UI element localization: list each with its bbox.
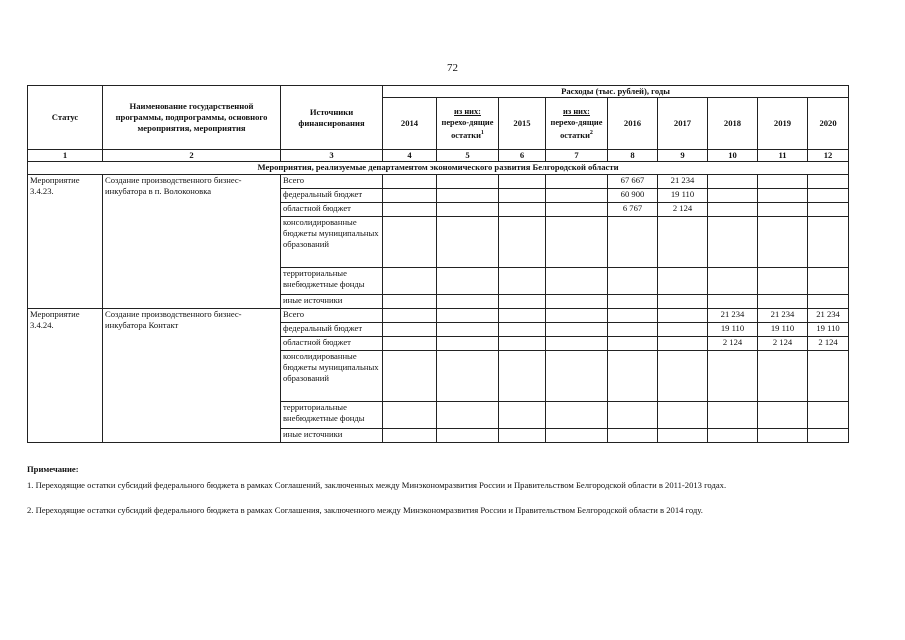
value-cell — [546, 429, 608, 443]
carryover-label-2: перехо-дящие остатки — [550, 118, 603, 140]
value-cell — [808, 268, 849, 295]
status-cell: Мероприятие 3.4.24. — [28, 309, 103, 443]
value-cell: 21 234 — [808, 309, 849, 323]
value-cell — [383, 402, 437, 429]
value-cell — [499, 175, 546, 189]
budget-table — [27, 85, 849, 443]
value-cell — [808, 295, 849, 309]
value-cell — [499, 351, 546, 402]
footnote-ref-1: 1 — [480, 130, 484, 137]
value-cell — [546, 309, 608, 323]
value-cell — [546, 323, 608, 337]
value-cell — [758, 402, 808, 429]
value-cell — [383, 268, 437, 295]
header-2020: 2020 — [808, 98, 849, 150]
section-row — [28, 162, 849, 175]
value-cell: 19 110 — [708, 323, 758, 337]
value-cell — [437, 351, 499, 402]
source-cell: Всего — [281, 309, 383, 323]
value-cell — [708, 217, 758, 268]
value-cell — [437, 309, 499, 323]
value-cell — [708, 203, 758, 217]
value-cell — [608, 323, 658, 337]
value-cell — [546, 337, 608, 351]
table-row — [28, 309, 849, 323]
value-cell: 19 110 — [758, 323, 808, 337]
value-cell — [437, 203, 499, 217]
notes-title: Примечание: — [27, 464, 79, 474]
column-number: 9 — [658, 150, 708, 162]
value-cell — [383, 295, 437, 309]
value-cell: 2 124 — [658, 203, 708, 217]
source-cell: иные источники — [281, 295, 383, 309]
value-cell: 67 667 — [608, 175, 658, 189]
header-sources: Источники финансирования — [281, 86, 383, 150]
header-carryover-2014 — [437, 98, 499, 150]
value-cell — [758, 189, 808, 203]
page-number: 72 — [447, 62, 458, 74]
value-cell — [608, 217, 658, 268]
value-cell — [658, 351, 708, 402]
value-cell — [658, 337, 708, 351]
value-cell — [437, 268, 499, 295]
header-expenses-group: Расходы (тыс. рублей), годы — [383, 86, 849, 98]
value-cell — [437, 402, 499, 429]
value-cell — [608, 402, 658, 429]
value-cell — [658, 429, 708, 443]
value-cell — [808, 429, 849, 443]
value-cell — [658, 323, 708, 337]
value-cell — [499, 217, 546, 268]
value-cell — [708, 429, 758, 443]
value-cell — [658, 217, 708, 268]
value-cell — [383, 351, 437, 402]
value-cell — [708, 295, 758, 309]
value-cell — [758, 429, 808, 443]
value-cell — [383, 175, 437, 189]
column-number: 7 — [546, 150, 608, 162]
value-cell — [708, 175, 758, 189]
value-cell — [546, 268, 608, 295]
table-row — [28, 175, 849, 189]
header-2017: 2017 — [658, 98, 708, 150]
value-cell — [758, 217, 808, 268]
header-2014: 2014 — [383, 98, 437, 150]
header-status: Статус — [28, 86, 103, 150]
value-cell — [546, 351, 608, 402]
header-2019: 2019 — [758, 98, 808, 150]
value-cell — [758, 351, 808, 402]
note-2: 2. Переходящие остатки субсидий федерального бюджета в рамках Соглашения, заключенного между Минэкономразвития России и Правительством Белгородской области в 2014 году. — [27, 505, 703, 515]
source-cell: консолидированные бюджеты муниципальных образований — [281, 217, 383, 268]
value-cell — [437, 189, 499, 203]
value-cell — [808, 203, 849, 217]
value-cell — [499, 429, 546, 443]
value-cell — [383, 429, 437, 443]
value-cell — [758, 175, 808, 189]
value-cell — [658, 295, 708, 309]
value-cell: 60 900 — [608, 189, 658, 203]
value-cell: 2 124 — [708, 337, 758, 351]
column-number: 3 — [281, 150, 383, 162]
value-cell — [499, 323, 546, 337]
value-cell: 6 767 — [608, 203, 658, 217]
value-cell — [546, 203, 608, 217]
value-cell — [437, 337, 499, 351]
column-number: 10 — [708, 150, 758, 162]
value-cell — [608, 295, 658, 309]
column-number: 4 — [383, 150, 437, 162]
value-cell — [437, 429, 499, 443]
header-2015: 2015 — [499, 98, 546, 150]
value-cell — [658, 309, 708, 323]
note-1: 1. Переходящие остатки субсидий федерального бюджета в рамках Соглашений, заключенных между Минэкономразвития России и Правительством Белгородской области в 2011-2013 годах. — [27, 480, 727, 490]
header-name: Наименование государственной программы, подпрограммы, основного мероприятия, мероприятия — [103, 86, 281, 150]
value-cell — [499, 295, 546, 309]
value-cell: 19 110 — [808, 323, 849, 337]
source-cell: федеральный бюджет — [281, 189, 383, 203]
value-cell — [383, 189, 437, 203]
header-2018: 2018 — [708, 98, 758, 150]
column-number: 5 — [437, 150, 499, 162]
value-cell — [546, 402, 608, 429]
value-cell — [808, 189, 849, 203]
value-cell — [758, 268, 808, 295]
value-cell — [546, 217, 608, 268]
source-cell: иные источники — [281, 429, 383, 443]
value-cell — [437, 217, 499, 268]
source-cell: территориальные внебюджетные фонды — [281, 268, 383, 295]
source-cell: областной бюджет — [281, 203, 383, 217]
value-cell: 2 124 — [808, 337, 849, 351]
column-number: 8 — [608, 150, 658, 162]
value-cell — [546, 175, 608, 189]
value-cell — [808, 175, 849, 189]
value-cell — [383, 217, 437, 268]
source-cell: территориальные внебюджетные фонды — [281, 402, 383, 429]
of-which-label: из них: — [454, 107, 481, 117]
value-cell — [608, 337, 658, 351]
column-number: 1 — [28, 150, 103, 162]
value-cell — [499, 337, 546, 351]
section-title: Мероприятия, реализуемые департаментом экономического развития Белгородской области — [28, 162, 849, 175]
column-number: 11 — [758, 150, 808, 162]
value-cell — [708, 189, 758, 203]
measure-name-cell: Создание производственного бизнес-инкубатора Контакт — [103, 309, 281, 443]
value-cell — [658, 268, 708, 295]
status-cell: Мероприятие 3.4.23. — [28, 175, 103, 309]
source-cell: Всего — [281, 175, 383, 189]
value-cell — [608, 309, 658, 323]
measure-name-cell: Создание производственного бизнес-инкубатора в п. Волоконовка — [103, 175, 281, 309]
source-cell: федеральный бюджет — [281, 323, 383, 337]
value-cell — [708, 268, 758, 295]
value-cell — [758, 295, 808, 309]
value-cell — [499, 189, 546, 203]
value-cell — [608, 429, 658, 443]
value-cell — [608, 351, 658, 402]
value-cell: 21 234 — [708, 309, 758, 323]
value-cell — [808, 402, 849, 429]
value-cell — [708, 402, 758, 429]
column-number: 12 — [808, 150, 849, 162]
value-cell: 2 124 — [758, 337, 808, 351]
source-cell: консолидированные бюджеты муниципальных образований — [281, 351, 383, 402]
value-cell — [808, 351, 849, 402]
value-cell — [499, 402, 546, 429]
value-cell — [608, 268, 658, 295]
column-number: 2 — [103, 150, 281, 162]
footnote-ref-2: 2 — [589, 130, 593, 137]
header-2016: 2016 — [608, 98, 658, 150]
value-cell: 21 234 — [758, 309, 808, 323]
value-cell — [546, 189, 608, 203]
value-cell — [383, 337, 437, 351]
of-which-label-2: из них: — [563, 107, 590, 117]
table-body — [28, 150, 849, 443]
value-cell — [437, 295, 499, 309]
value-cell — [437, 323, 499, 337]
value-cell — [383, 203, 437, 217]
header-carryover-2015 — [546, 98, 608, 150]
value-cell — [546, 295, 608, 309]
column-number: 6 — [499, 150, 546, 162]
column-numbers-row — [28, 150, 849, 162]
source-cell: областной бюджет — [281, 337, 383, 351]
value-cell — [758, 203, 808, 217]
value-cell — [383, 323, 437, 337]
value-cell — [499, 203, 546, 217]
value-cell — [383, 309, 437, 323]
carryover-label: перехо-дящие остатки — [441, 118, 494, 140]
value-cell: 21 234 — [658, 175, 708, 189]
value-cell — [499, 268, 546, 295]
value-cell: 19 110 — [658, 189, 708, 203]
value-cell — [437, 175, 499, 189]
value-cell — [708, 351, 758, 402]
value-cell — [658, 402, 708, 429]
value-cell — [499, 309, 546, 323]
value-cell — [808, 217, 849, 268]
